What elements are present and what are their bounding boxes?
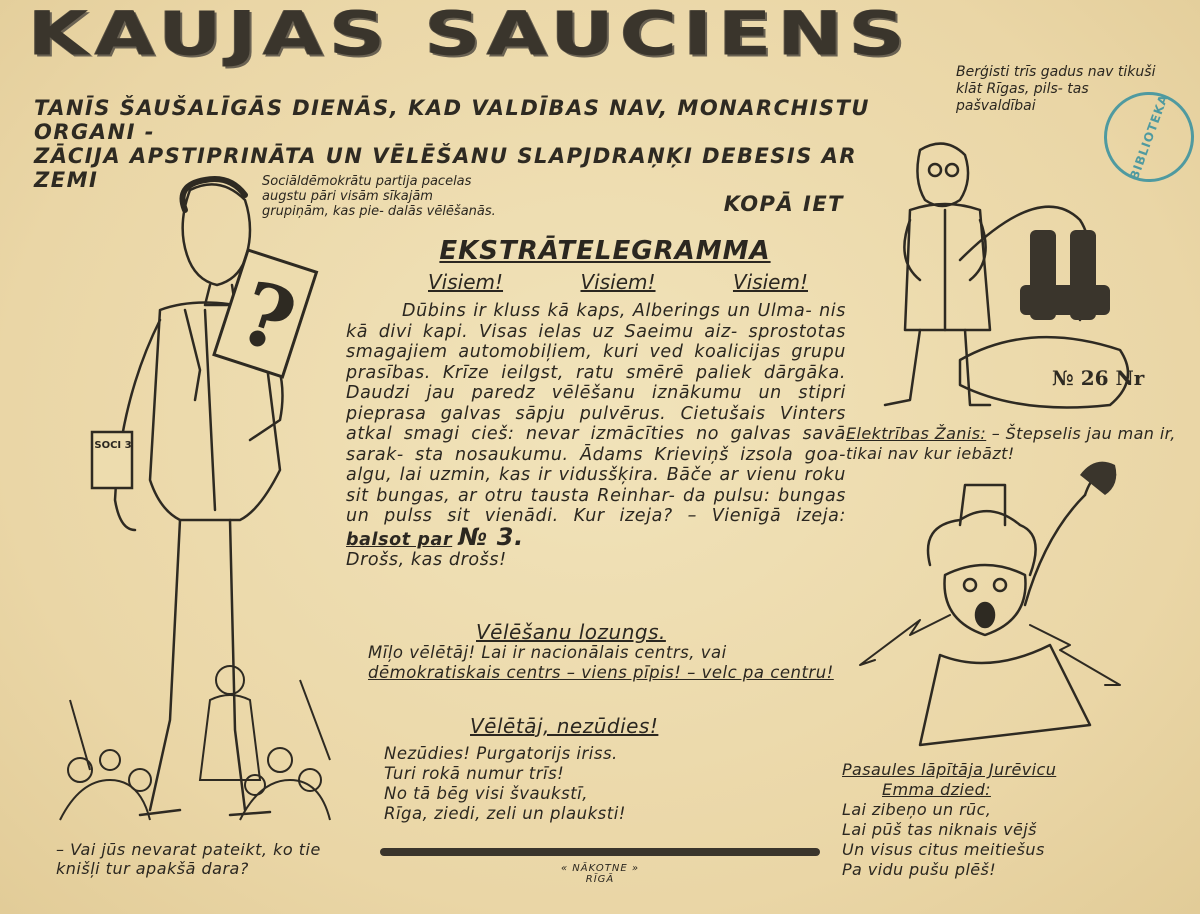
telegram-call-2: Visiem! (580, 270, 656, 294)
elektr-text: – Štepselis jau man ir, tikai nav kur iebāzt! (846, 424, 1176, 463)
jur-line: Un visus citus meitiešus (842, 840, 1045, 859)
jur-title-b: Emma dzied: (882, 780, 991, 799)
headline-line-1: TANĪS ŠAUŠALĪGĀS DIENĀS, KAD VALDĪBAS NAV, MONARCHISTU ORGANI - (34, 96, 870, 144)
printer-imprint (500, 863, 700, 885)
elektr-speaker: Elektrības Žanis: (846, 424, 987, 443)
lozungs-text-b: dēmokratiskais centrs – viens pīpis! – velc pa centru! (368, 663, 834, 682)
poem-line: Turi rokā numur trīs! (384, 764, 565, 783)
poem-line: Rīga, ziedi, zeli un plauksti! (384, 804, 626, 823)
poem-line: No tā bēg visi švaukstī, (384, 784, 589, 803)
lozungs-body (368, 643, 848, 683)
telegram-call (428, 270, 808, 294)
headline-line-2: ZĀCIJA APSTIPRINĀTA UN VĒLĒŠANU SLAPJDRAŅĶI DEBESIS AR ZEMI (34, 144, 858, 192)
lozungs-title: Vēlēšanu lozungs. (476, 620, 666, 644)
divider-rule (380, 848, 820, 856)
jur-line: Pa vidu pušu plēš! (842, 860, 997, 879)
telegram-call-1: Visiem! (428, 270, 504, 294)
social-democrats-text: Sociāldēmokrātu partija pacelas augstu pāri visām sīkajām grupiņām, kas pie- dalās vēlēšanās. (262, 174, 496, 219)
telegram-call-3: Visiem! (732, 270, 808, 294)
soci-book-label: SOCI 3 (94, 440, 132, 451)
telegram-title: EKSTRĀTELEGRAMMA (439, 236, 771, 266)
stamp-text: BIBLIOTEKA (1127, 92, 1171, 182)
plug-number: № 26 Nr (1052, 366, 1145, 390)
imprint-line-2: RĪGĀ (585, 874, 615, 885)
telegram-body-text: Dūbins ir kluss kā kaps, Alberings un Ulma- nis kā divi kapi. Visas ielas uz Saeimu aiz- sprostotas smagajiem automobiļiem, kuri ved koalicijas grupu prasības. Krīze ieilgst, ratu smērē paliek dārgāka. Daudzi jau paredz vēlēšanu iznākumu un stipri pieprasa galvas sāpju pulvērus. Cietušais Vinters atkal smagi cieš: nevar izmācīties no galvas savā sarak- sta nosaukumu. Ādams Krieviņš izsola goa- algu, lai uzmin, kas ir vidusšķira. Bāče ar vienu roku sit bungas, ar otru tausta Reinhar- da pulsu: bungas un pulss sit vienādi. Kur izeja? – Vienīgā izeja: (346, 301, 846, 526)
lozungs-text-a: Mīļo vēlētāj! Lai ir nacionālais centrs, vai (368, 643, 727, 662)
vote-number: № 3. (458, 522, 524, 551)
corner-note: Berģisti trīs gadus nav tikuši klāt Rīgas, pils- tas pašvaldībai (956, 64, 1156, 114)
crowd-illustration (40, 620, 360, 830)
jur-line: Lai zibeņo un rūc, (842, 800, 992, 819)
telegram-closing: Drošs, kas drošs! (346, 550, 507, 570)
page-title: KAUJAS SAUCIENS (28, 0, 911, 70)
headline-line-3: KOPĀ IET (723, 192, 844, 216)
caption-left: – Vai jūs nevarat pateikt, ko tie knišļi tur apakšā dara? (56, 840, 321, 878)
imprint-line-1: « NĀKOTNE » (560, 863, 640, 874)
nezudies-poem (384, 744, 704, 824)
caption-jur (842, 760, 1102, 880)
jur-title-a: Pasaules lāpītāja Jurēvicu (842, 760, 1057, 779)
electric-man-illustration (840, 130, 1150, 420)
poem-line: Nezūdies! Purgatorijs iriss. (384, 744, 618, 763)
svg-text:?: ? (227, 261, 307, 374)
telegram-body (346, 301, 846, 571)
nezudies-title: Vēlētāj, nezūdies! (470, 714, 659, 738)
emma-lightning-illustration (850, 455, 1180, 755)
jur-line: Lai pūš tas niknais vējš (842, 820, 1037, 839)
vote-text: balsot par (346, 529, 453, 550)
